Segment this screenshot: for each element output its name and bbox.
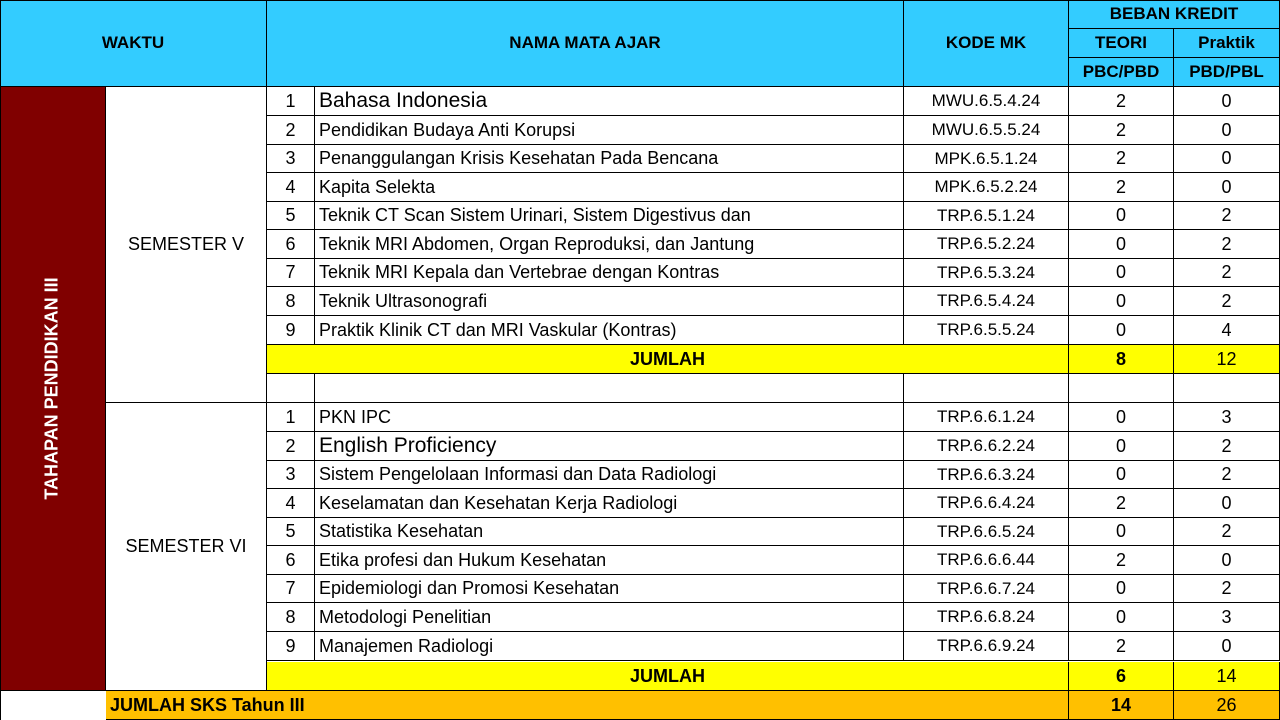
header-teori: TEORI: [1069, 29, 1174, 58]
praktik-value: 0: [1174, 632, 1280, 661]
course-number: 4: [267, 489, 315, 518]
course-name: PKN IPC: [315, 403, 904, 432]
course-name: Praktik Klinik CT dan MRI Vaskular (Kontras): [315, 316, 904, 345]
course-number: 9: [267, 316, 315, 345]
course-code: MWU.6.5.4.24: [904, 87, 1069, 116]
blank-cell: [1174, 374, 1280, 403]
course-number: 6: [267, 230, 315, 259]
course-name: Epidemiologi dan Promosi Kesehatan: [315, 575, 904, 603]
course-number: 5: [267, 202, 315, 230]
teori-value: 2: [1069, 173, 1174, 202]
semester-5-sum-label: JUMLAH: [267, 345, 1069, 374]
course-code: TRP.6.6.2.24: [904, 432, 1069, 461]
blank-cell: [315, 374, 904, 403]
course-code: TRP.6.5.2.24: [904, 230, 1069, 259]
praktik-value: 2: [1174, 259, 1280, 287]
course-code: TRP.6.6.8.24: [904, 603, 1069, 632]
teori-value: 2: [1069, 116, 1174, 145]
teori-value: 2: [1069, 87, 1174, 116]
stage-label: TAHAPAN PENDIDIKAN III: [42, 277, 62, 500]
course-code: TRP.6.6.5.24: [904, 518, 1069, 546]
header-pbd-pbl: PBD/PBL: [1174, 58, 1280, 87]
course-name: Manajemen Radiologi: [315, 632, 904, 661]
teori-value: 0: [1069, 316, 1174, 345]
course-name: English Proficiency: [315, 432, 904, 461]
course-code: TRP.6.6.1.24: [904, 403, 1069, 432]
course-number: 7: [267, 575, 315, 603]
course-name: Kapita Selekta: [315, 173, 904, 202]
teori-value: 0: [1069, 461, 1174, 489]
course-number: 2: [267, 432, 315, 461]
praktik-value: 2: [1174, 432, 1280, 461]
praktik-value: 4: [1174, 316, 1280, 345]
blank-cell: [1069, 374, 1174, 403]
course-number: 2: [267, 116, 315, 145]
praktik-value: 0: [1174, 145, 1280, 173]
total-praktik: 26: [1174, 691, 1280, 720]
course-name: Etika profesi dan Hukum Kesehatan: [315, 546, 904, 575]
course-name: Penanggulangan Krisis Kesehatan Pada Bencana: [315, 145, 904, 173]
teori-value: 0: [1069, 518, 1174, 546]
header-kode-mk: KODE MK: [904, 0, 1069, 87]
teori-value: 0: [1069, 259, 1174, 287]
teori-value: 2: [1069, 632, 1174, 661]
course-name: Teknik MRI Kepala dan Vertebrae dengan Kontras: [315, 259, 904, 287]
praktik-value: 0: [1174, 173, 1280, 202]
praktik-value: 0: [1174, 116, 1280, 145]
course-code: TRP.6.5.1.24: [904, 202, 1069, 230]
blank-cell: [267, 374, 315, 403]
course-code: TRP.6.6.3.24: [904, 461, 1069, 489]
semester-6-sum-label: JUMLAH: [267, 662, 1069, 691]
praktik-value: 0: [1174, 546, 1280, 575]
course-name: Bahasa Indonesia: [315, 87, 904, 116]
course-code: MWU.6.5.5.24: [904, 116, 1069, 145]
praktik-value: 2: [1174, 461, 1280, 489]
teori-value: 0: [1069, 230, 1174, 259]
praktik-value: 0: [1174, 87, 1280, 116]
course-code: TRP.6.6.4.24: [904, 489, 1069, 518]
teori-value: 2: [1069, 145, 1174, 173]
praktik-value: 2: [1174, 575, 1280, 603]
total-teori: 14: [1069, 691, 1174, 720]
total-label: JUMLAH SKS Tahun III: [106, 691, 1069, 720]
semester-5-label: SEMESTER V: [106, 87, 267, 403]
semester-6-sum-praktik: 14: [1174, 662, 1280, 691]
course-code: TRP.6.6.6.44: [904, 546, 1069, 575]
course-name: Statistika Kesehatan: [315, 518, 904, 546]
stage-label-cell: [0, 87, 106, 691]
course-name: Sistem Pengelolaan Informasi dan Data Radiologi: [315, 461, 904, 489]
course-code: TRP.6.5.5.24: [904, 316, 1069, 345]
course-number: 1: [267, 403, 315, 432]
teori-value: 0: [1069, 575, 1174, 603]
course-number: 3: [267, 145, 315, 173]
teori-value: 0: [1069, 403, 1174, 432]
praktik-value: 2: [1174, 287, 1280, 316]
course-code: MPK.6.5.1.24: [904, 145, 1069, 173]
course-number: 3: [267, 461, 315, 489]
course-number: 4: [267, 173, 315, 202]
course-code: MPK.6.5.2.24: [904, 173, 1069, 202]
course-number: 7: [267, 259, 315, 287]
header-nama-mata-ajar: NAMA MATA AJAR: [267, 0, 904, 87]
praktik-value: 2: [1174, 230, 1280, 259]
praktik-value: 3: [1174, 403, 1280, 432]
blank-cell: [904, 374, 1069, 403]
header-praktik: Praktik: [1174, 29, 1280, 58]
teori-value: 0: [1069, 603, 1174, 632]
semester-5-sum-teori: 8: [1069, 345, 1174, 374]
course-code: TRP.6.6.7.24: [904, 575, 1069, 603]
teori-value: 0: [1069, 202, 1174, 230]
header-pbc-pbd: PBC/PBD: [1069, 58, 1174, 87]
praktik-value: 3: [1174, 603, 1280, 632]
praktik-value: 2: [1174, 202, 1280, 230]
teori-value: 0: [1069, 287, 1174, 316]
course-number: 8: [267, 603, 315, 632]
course-name: Teknik CT Scan Sistem Urinari, Sistem Digestivus dan: [315, 202, 904, 230]
header-beban-kredit: BEBAN KREDIT: [1069, 0, 1280, 29]
course-name: Pendidikan Budaya Anti Korupsi: [315, 116, 904, 145]
course-number: 8: [267, 287, 315, 316]
course-name: Teknik MRI Abdomen, Organ Reproduksi, dan Jantung: [315, 230, 904, 259]
course-number: 6: [267, 546, 315, 575]
course-name: Keselamatan dan Kesehatan Kerja Radiologi: [315, 489, 904, 518]
course-number: 5: [267, 518, 315, 546]
semester-5-sum-praktik: 12: [1174, 345, 1280, 374]
course-number: 1: [267, 87, 315, 116]
praktik-value: 0: [1174, 489, 1280, 518]
course-name: Teknik Ultrasonografi: [315, 287, 904, 316]
teori-value: 2: [1069, 489, 1174, 518]
teori-value: 0: [1069, 432, 1174, 461]
course-code: TRP.6.6.9.24: [904, 632, 1069, 661]
praktik-value: 2: [1174, 518, 1280, 546]
header-waktu: WAKTU: [0, 0, 267, 87]
semester-6-sum-teori: 6: [1069, 662, 1174, 691]
course-code: TRP.6.5.4.24: [904, 287, 1069, 316]
teori-value: 2: [1069, 546, 1174, 575]
course-number: 9: [267, 632, 315, 661]
semester-6-label: SEMESTER VI: [106, 403, 267, 691]
course-name: Metodologi Penelitian: [315, 603, 904, 632]
course-code: TRP.6.5.3.24: [904, 259, 1069, 287]
